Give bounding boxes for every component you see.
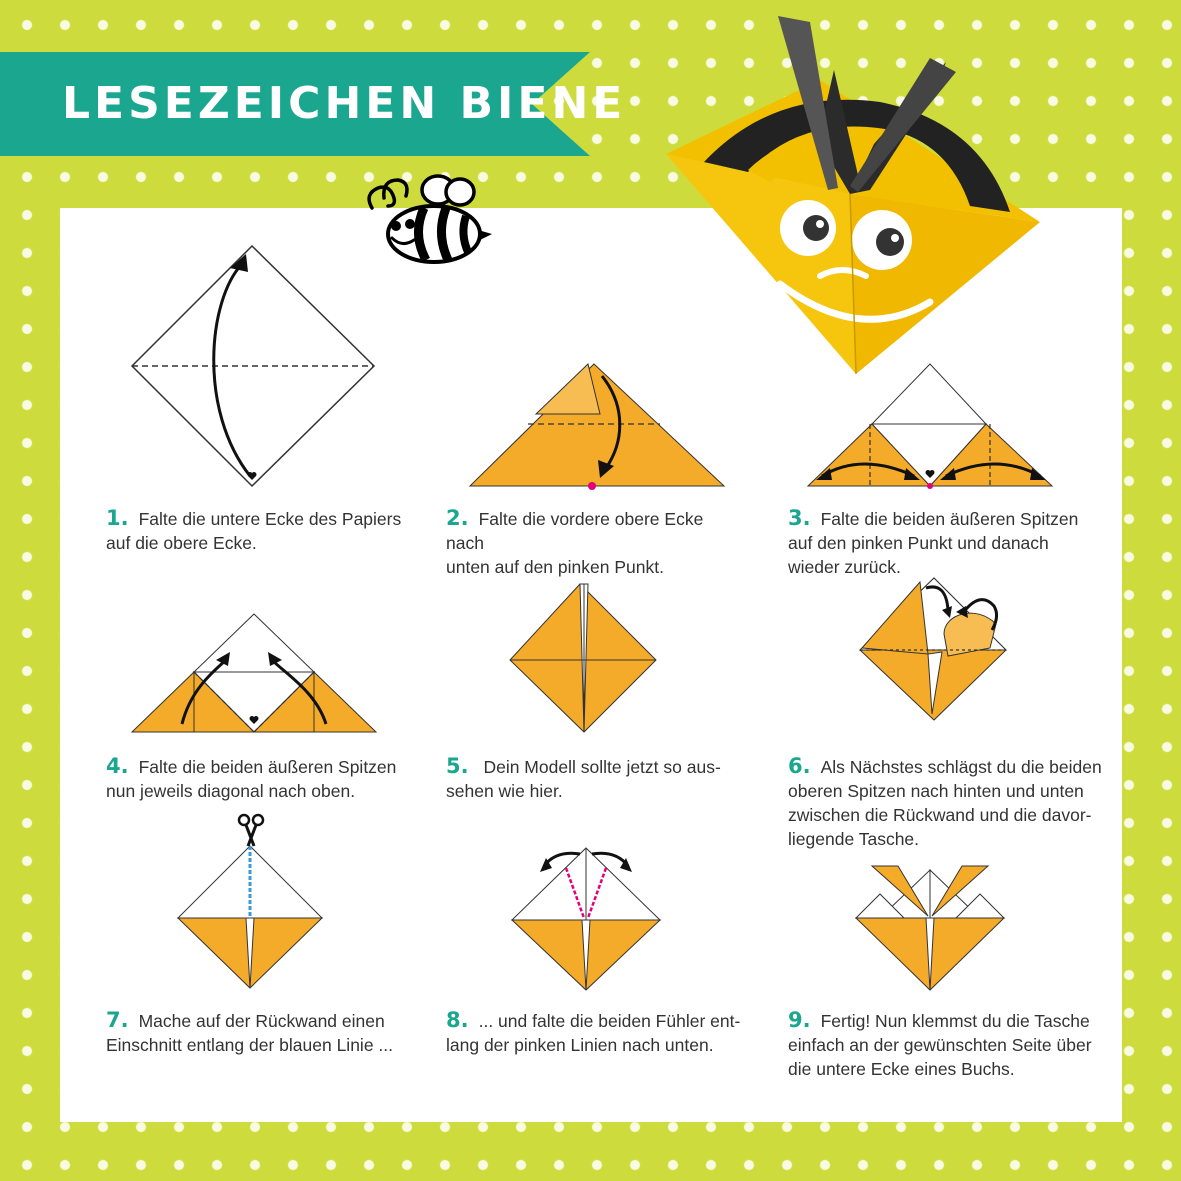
step-number: 9. xyxy=(788,1008,811,1032)
step-2-diagram xyxy=(468,362,728,492)
step-number: 3. xyxy=(788,506,811,530)
step-5-diagram xyxy=(508,580,660,736)
scissors-icon xyxy=(239,815,263,846)
page-title: LESEZEICHEN BIENE xyxy=(62,78,627,129)
step-4-diagram xyxy=(130,612,380,738)
step-9-diagram xyxy=(852,862,1008,992)
step-1-diagram xyxy=(128,240,378,490)
step-number: 7. xyxy=(106,1008,129,1032)
step-number: 6. xyxy=(788,754,811,778)
step-number: 4. xyxy=(106,754,129,778)
step-number: 8. xyxy=(446,1008,469,1032)
step-5-instruction xyxy=(446,754,746,803)
step-4-instruction xyxy=(106,754,406,803)
step-3-instruction xyxy=(788,506,1088,579)
bee-icon xyxy=(362,168,492,272)
step-6-instruction xyxy=(788,754,1108,851)
step-text: Mache auf der Rückwand einen Einschnitt entlang der blauen Linie ... xyxy=(106,1011,393,1055)
step-text: Falte die beiden äußeren Spitzen auf den pinken Punkt und danach wieder zurück. xyxy=(788,509,1079,577)
step-number: 5. xyxy=(446,754,469,778)
step-2-instruction xyxy=(446,506,746,579)
step-text: Falte die beiden äußeren Spitzen nun jeweils diagonal nach oben. xyxy=(106,757,397,801)
step-text: Falte die untere Ecke des Papiers auf die obere Ecke. xyxy=(106,509,402,553)
step-1-instruction xyxy=(106,506,406,555)
step-7-instruction xyxy=(106,1008,406,1057)
step-number: 2. xyxy=(446,506,469,530)
step-7-diagram xyxy=(176,812,326,992)
step-3-diagram xyxy=(806,362,1056,492)
step-9-instruction xyxy=(788,1008,1108,1081)
step-8-instruction xyxy=(446,1008,746,1057)
step-text: Falte die vordere obere Ecke nach unten auf den pinken Punkt. xyxy=(446,509,704,577)
bee-bookmark-illustration xyxy=(660,14,1060,386)
step-text: Dein Modell sollte jetzt so aus- sehen wie hier. xyxy=(446,757,721,801)
step-number: 1. xyxy=(106,506,129,530)
step-text: Fertig! Nun klemmst du die Tasche einfach an der gewünschten Seite über die untere Ecke eines Buchs. xyxy=(788,1011,1092,1079)
step-text: Als Nächstes schlägst du die beiden oberen Spitzen nach hinten und unten zwischen die Rückwand und die davor- liegende Tasche. xyxy=(788,757,1102,849)
pink-dot-marker xyxy=(588,482,596,490)
step-8-diagram xyxy=(510,842,666,992)
step-6-diagram xyxy=(856,574,1012,724)
step-text: ... und falte die beiden Fühler ent- lang der pinken Linien nach unten. xyxy=(446,1011,741,1055)
